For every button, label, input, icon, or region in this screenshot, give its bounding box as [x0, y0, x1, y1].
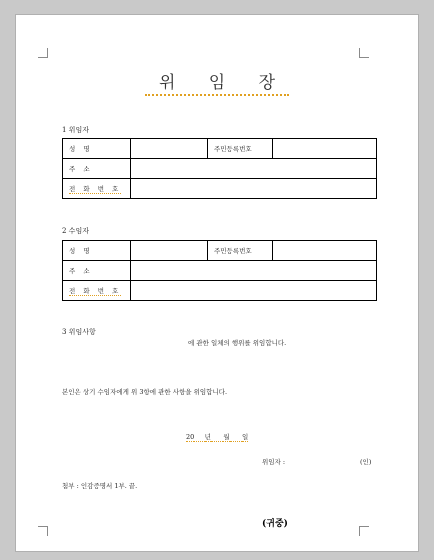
crop-mark-bottom-right — [359, 526, 369, 536]
delegate-phone-label — [63, 281, 131, 301]
delegate-phone-field[interactable] — [131, 281, 377, 301]
delegate-id-label: 주민등록번호 — [208, 241, 273, 261]
document-title-text: 위 임 장 — [145, 73, 289, 96]
seal-label: (인) — [360, 458, 372, 466]
delegate-name-field[interactable] — [131, 241, 208, 261]
delegator-phone-label — [63, 179, 131, 199]
delegation-statement: 본인은 상기 수임자에게 위 3항에 관한 사항을 위임합니다. — [62, 388, 228, 396]
crop-mark-bottom-left — [38, 526, 48, 536]
crop-mark-top-left — [38, 48, 48, 58]
crop-mark-top-right — [359, 48, 369, 58]
delegate-phone-label-text: 전 화 번 호 — [69, 287, 122, 295]
delegator-name-field[interactable] — [131, 139, 208, 159]
delegator-id-field[interactable] — [273, 139, 377, 159]
delegator-signature-label: 위임자 : — [262, 458, 286, 466]
delegator-address-label: 주 소 — [63, 159, 131, 179]
delegate-table — [62, 240, 377, 301]
date-month-unit: 월 — [223, 433, 230, 441]
recipient-label: (귀중) — [262, 519, 288, 529]
section1-label: 1 위임자 — [62, 126, 89, 134]
section2-label: 2 수임자 — [62, 227, 89, 235]
delegation-matter-text: 에 관한 일체의 행위를 위임합니다. — [188, 339, 287, 347]
attachment-note: 첨부 : 인감증명서 1부. 끝. — [62, 482, 138, 490]
delegate-address-label: 주 소 — [63, 261, 131, 281]
section3-label: 3 위임사항 — [62, 328, 96, 336]
delegator-address-field[interactable] — [131, 159, 377, 179]
delegator-id-label: 주민등록번호 — [208, 139, 273, 159]
delegator-phone-label-text: 전 화 번 호 — [69, 185, 122, 193]
delegate-name-label: 성 명 — [63, 241, 131, 261]
date-day-unit: 일 — [242, 433, 249, 441]
date-year-unit: 년 — [204, 433, 211, 441]
delegator-phone-field[interactable] — [131, 179, 377, 199]
delegate-address-field[interactable] — [131, 261, 377, 281]
date-line — [186, 432, 248, 441]
delegator-name-label: 성 명 — [63, 139, 131, 159]
document-title — [0, 68, 434, 93]
date-year: 20 — [186, 433, 195, 441]
delegate-id-field[interactable] — [273, 241, 377, 261]
delegator-table — [62, 138, 377, 199]
